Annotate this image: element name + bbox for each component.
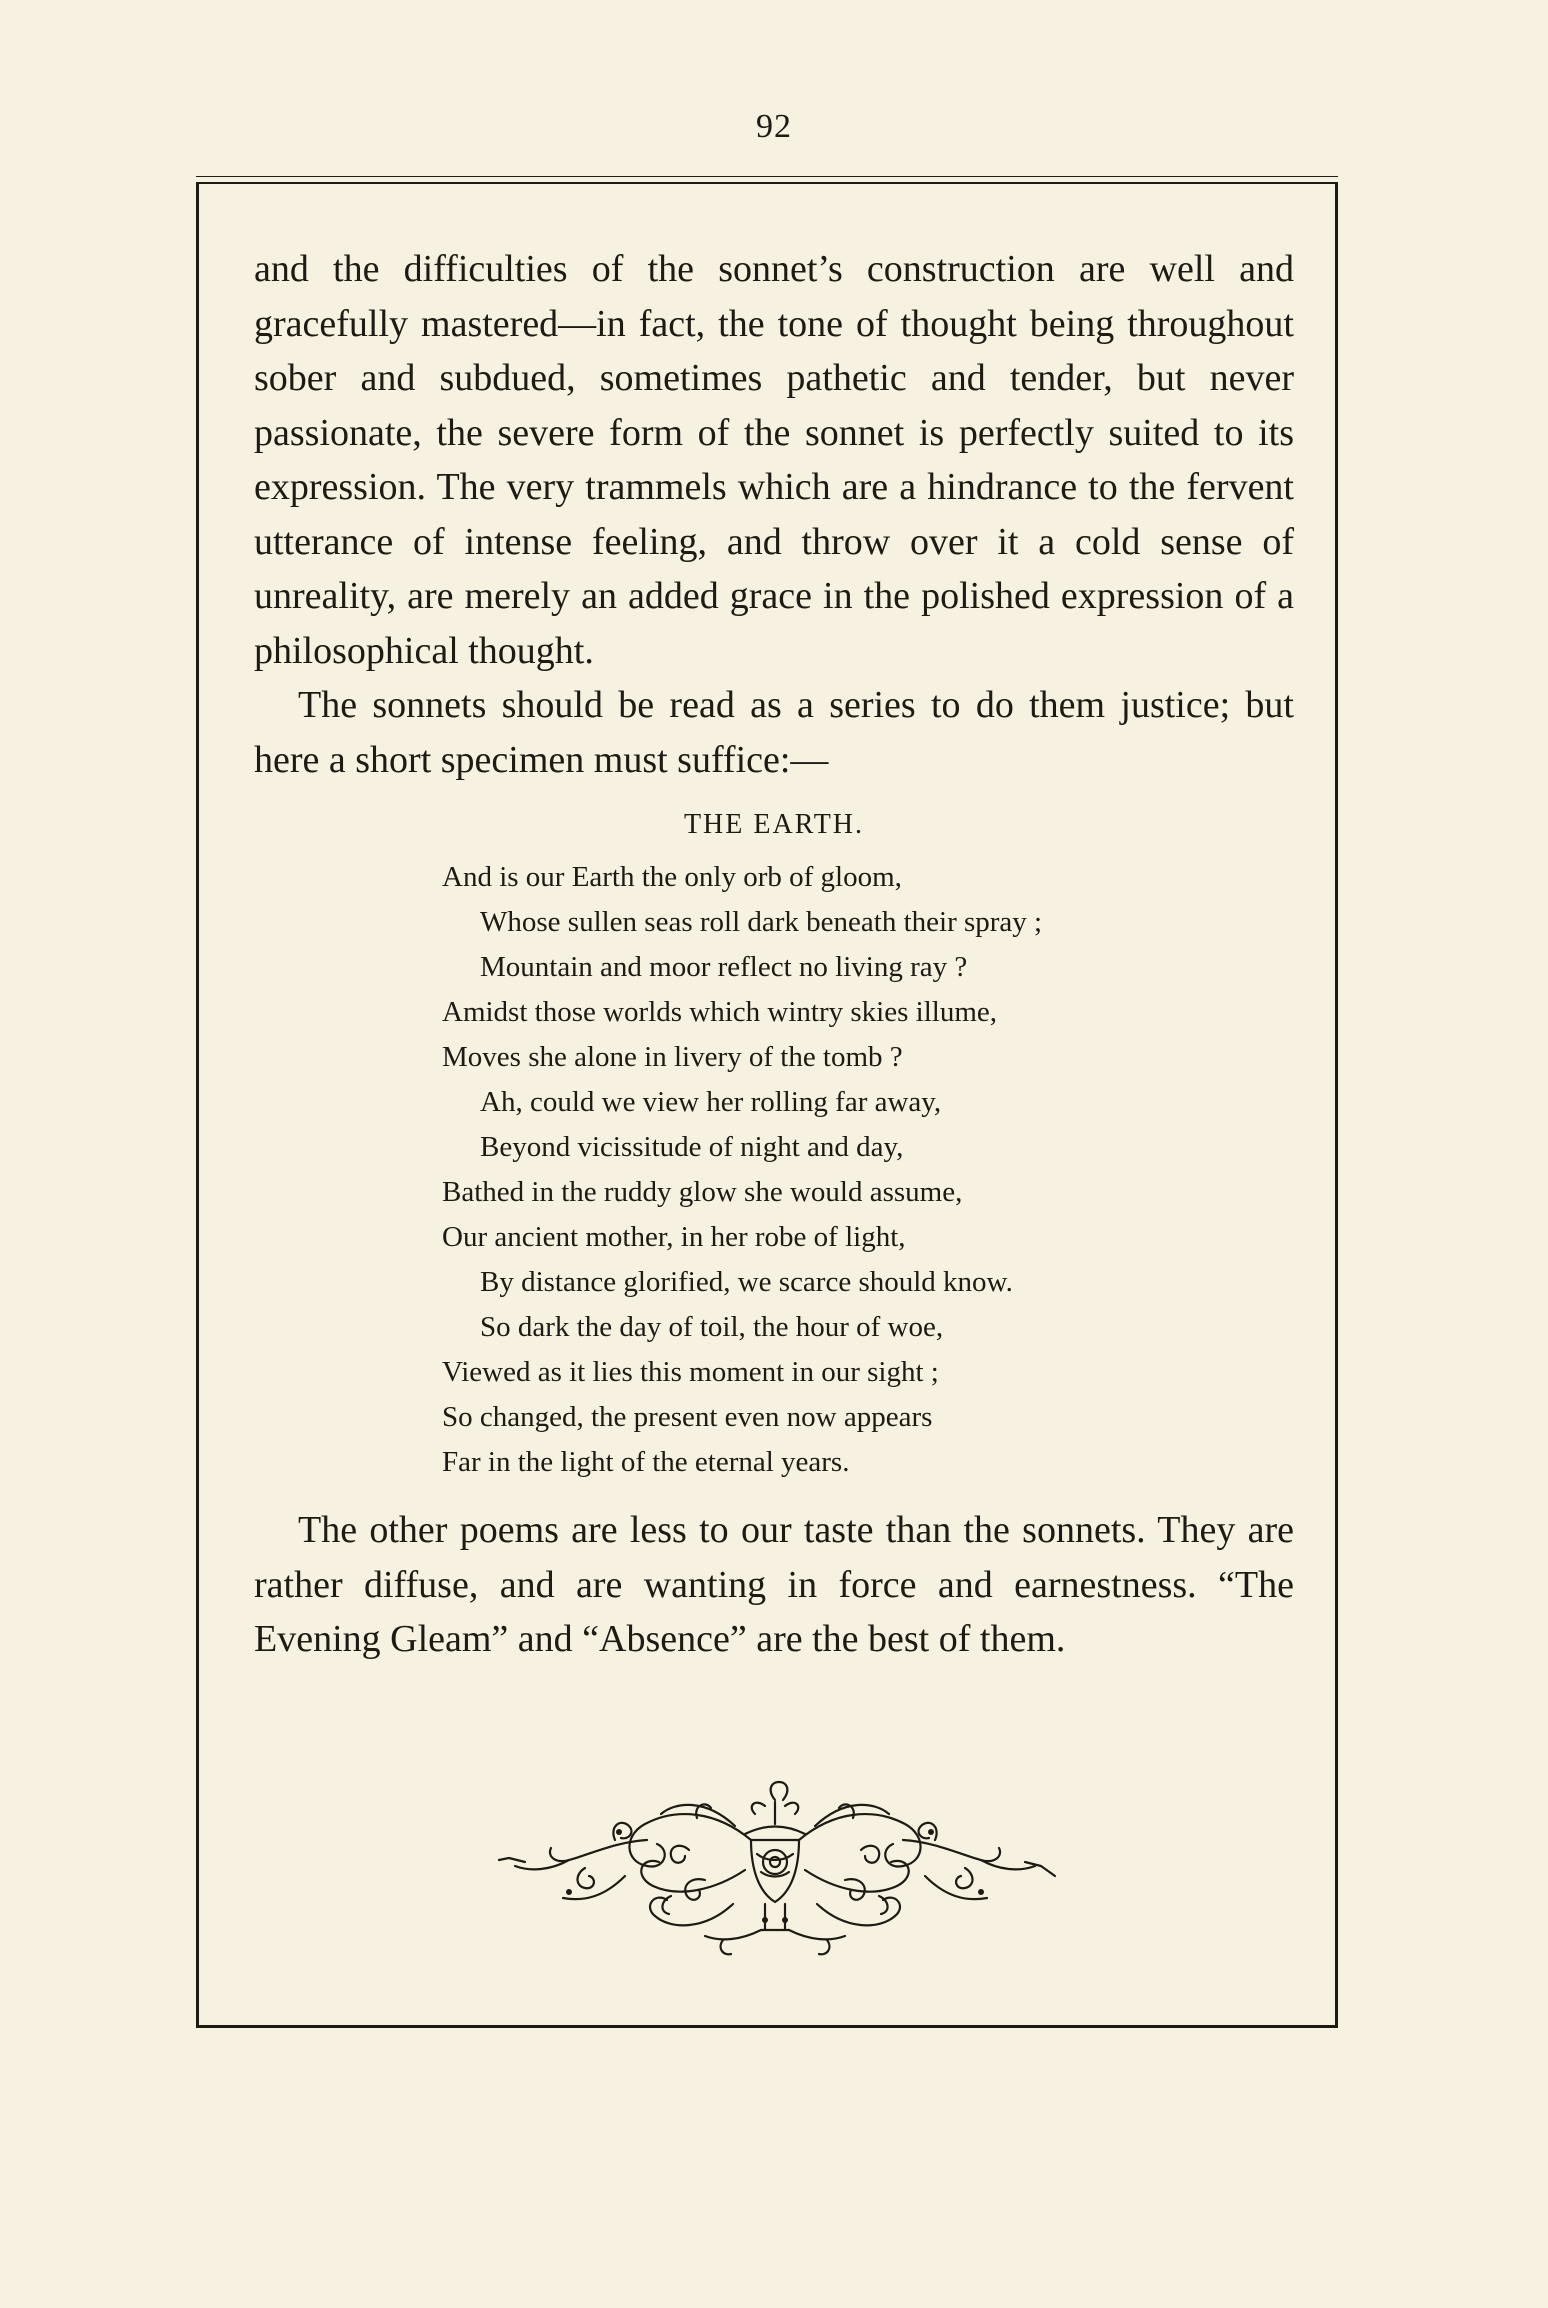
poem-line: Bathed in the ruddy glow she would assume,	[442, 1176, 963, 1208]
poem-line: Far in the light of the eternal years.	[442, 1446, 850, 1478]
prose-after	[254, 1503, 1294, 1667]
poem-line: By distance glorified, we scarce should know.	[480, 1266, 1013, 1298]
poem-line: Viewed as it lies this moment in our sight ;	[442, 1356, 939, 1388]
poem-line: So changed, the present even now appears	[442, 1401, 933, 1433]
poem-line: Ah, could we view her rolling far away,	[480, 1086, 942, 1118]
poem-line: And is our Earth the only orb of gloom,	[442, 861, 902, 893]
poem-line: Whose sullen seas roll dark beneath their spray ;	[480, 906, 1043, 938]
prose-before	[254, 242, 1294, 787]
paragraph-other-poems: The other poems are less to our taste than the sonnets. They are rather diffuse, and are wanting in force and earnestness. “The Evening Gleam” and “Absence” are the best of them.	[254, 1509, 1294, 1660]
page-number: 92	[756, 108, 792, 145]
paragraph-sonnets-series: The sonnets should be read as a series to do them justice; but here a short specimen must suffice:—	[254, 684, 1294, 781]
poem-line: So dark the day of toil, the hour of woe,	[480, 1311, 944, 1343]
poem-line: Our ancient mother, in her robe of light,	[442, 1221, 906, 1253]
page-content	[254, 242, 1294, 1667]
poem-line: Moves she alone in livery of the tomb ?	[442, 1041, 903, 1073]
paragraph-sonnet-construction: and the difficulties of the sonnet’s construction are well and gracefully mastered—in fact, the tone of thought being throughout sober and subdued, sometimes pathetic and tender, but never passionate, the severe form of the sonnet is perfectly suited to its expression. The very trammels which are a hindrance to the fervent utterance of intense feeling, and throw over it a cold sense of unreality, are merely an added grace in the polished expression of a philosophical thought.	[254, 248, 1294, 672]
poem-line: Mountain and moor reflect no living ray ?	[480, 951, 968, 983]
poem-line: Beyond vicissitude of night and day,	[480, 1131, 904, 1163]
poem-title: THE EARTH.	[683, 809, 865, 840]
poem-line: Amidst those worlds which wintry skies illume,	[442, 996, 997, 1028]
poem-body	[442, 855, 1294, 1485]
floral-tailpiece-icon	[465, 1780, 1085, 1980]
